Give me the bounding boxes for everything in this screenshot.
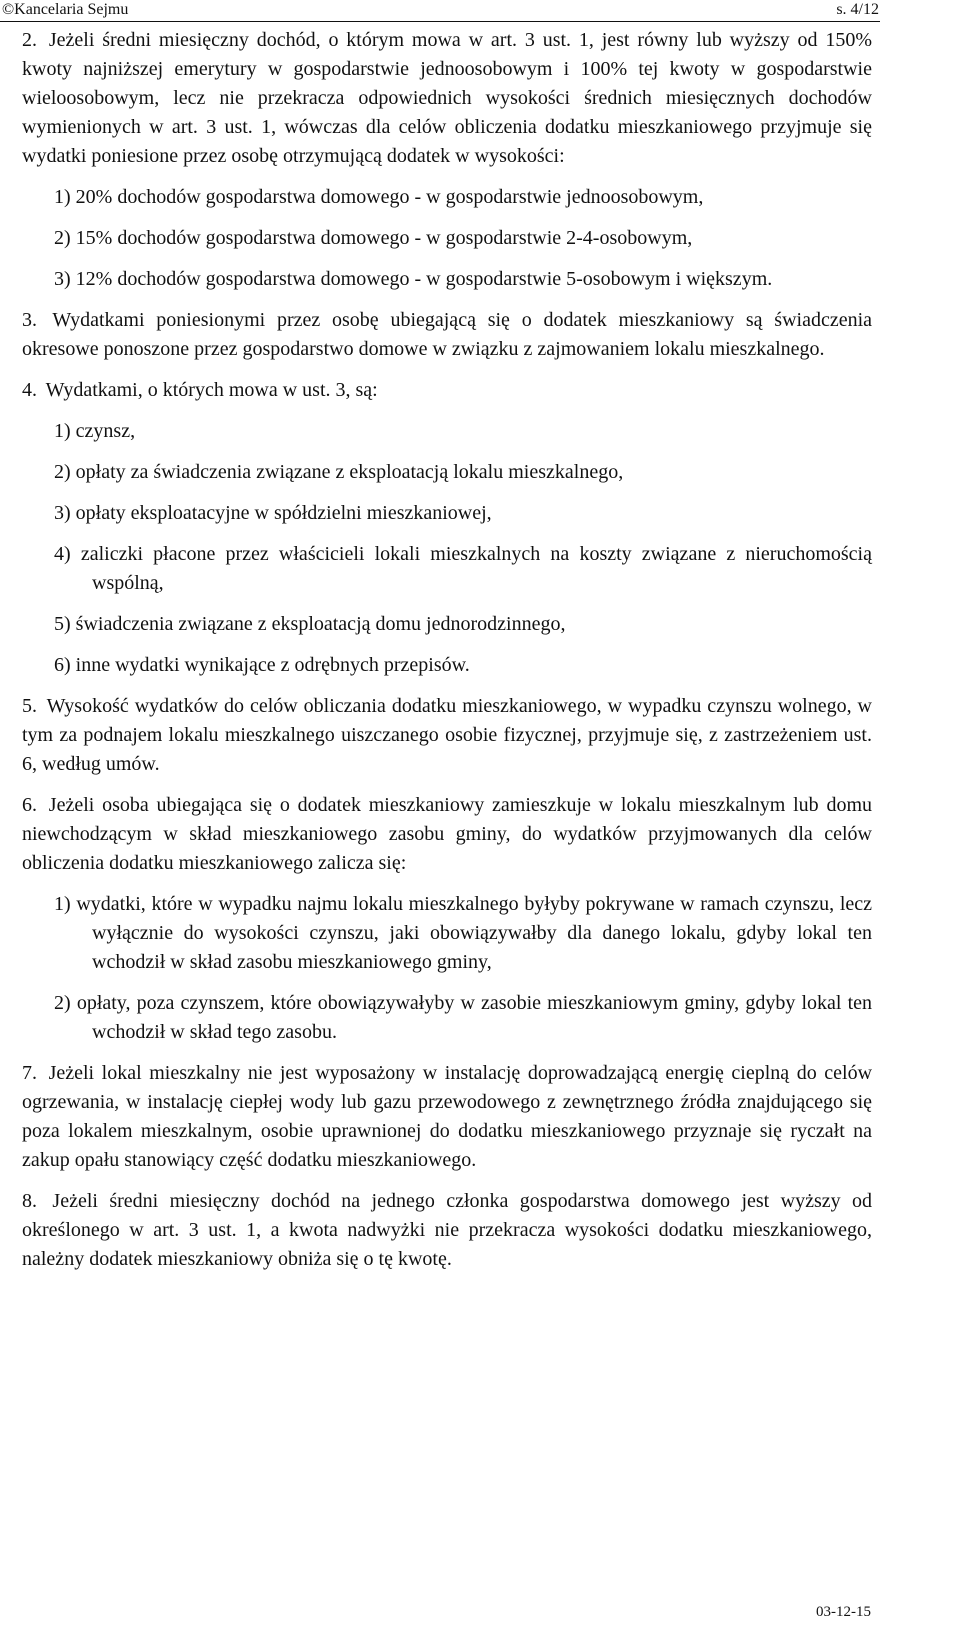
list-item-text: 12% dochodów gospodarstwa domowego - w gospodarstwie 5-osobowym i większym. [75, 268, 773, 290]
list-item [22, 651, 872, 680]
header-divider [0, 21, 880, 22]
list-item [22, 499, 872, 528]
list-item-text: świadczenia związane z eksploatacją domu jednorodzinnego, [75, 613, 566, 635]
header-copyright: ©Kancelaria Sejmu [2, 1, 129, 18]
footer-date: 03-12-15 [816, 1604, 871, 1620]
list-item [22, 183, 872, 212]
paragraph-6 [22, 791, 872, 878]
page-number: s. 4/12 [836, 1, 879, 18]
paragraph-text: Wydatkami, o których mowa w ust. 3, są: [45, 379, 378, 401]
list-item-text: inne wydatki wynikające z odrębnych przepisów. [75, 654, 470, 676]
list-item [22, 890, 872, 977]
paragraph-7 [22, 1059, 872, 1175]
paragraph-text: Jeżeli średni miesięczny dochód na jednego członka gospodarstwa domowego jest wyższy od określonego w art. 3 ust. 1, a kwota nadwyżki nie przekracza wysokości dodatku mieszkaniowego, należny dodatek mieszkaniowy obniża się o tę kwotę. [22, 1190, 873, 1270]
paragraph-text: Wydatkami poniesionymi przez osobę ubiegającą się o dodatek mieszkaniowy są świadczenia okresowe ponoszone przez gospodarstwo domowe w związku z zajmowaniem lokalu mieszkalnego. [22, 309, 873, 360]
list-item-number: 2) [54, 992, 71, 1014]
list-item [22, 265, 872, 294]
list-item-number: 2) [54, 461, 71, 483]
list-item-number: 1) [54, 420, 71, 442]
list-item [22, 989, 872, 1047]
list-item [22, 458, 872, 487]
list-item-text: wydatki, które w wypadku najmu lokalu mieszkalnego byłyby pokrywane w ramach czynszu, lecz wyłącznie do wysokości czynszu, jaki obowiązywałby dla danego lokalu, gdyby lokal ten wchodził w skład zasobu mieszkaniowego gminy, [76, 893, 873, 973]
paragraph-number: 2. [22, 29, 37, 51]
paragraph-text: Jeżeli osoba ubiegająca się o dodatek mieszkaniowy zamieszkuje w lokalu mieszkalnym lub domu niewchodzącym w skład mieszkaniowego zasobu gminy, do wydatków przyjmowanych dla celów obliczenia dodatku mieszkaniowego zalicza się: [22, 794, 873, 874]
paragraph-4 [22, 376, 872, 405]
paragraph-text: Wysokość wydatków do celów obliczania dodatku mieszkaniowego, w wypadku czynszu wolnego, w tym za podnajem lokalu mieszkalnego uiszczanego osobie fizycznej, przyjmuje się, z zastrzeżeniem ust. 6, według umów. [22, 695, 872, 775]
paragraph-8 [22, 1187, 872, 1274]
list-item-text: 20% dochodów gospodarstwa domowego - w gospodarstwie jednoosobowym, [75, 186, 704, 208]
list-item-number: 3) [54, 502, 71, 524]
list-item-number: 6) [54, 654, 71, 676]
list-item-number: 3) [54, 268, 71, 290]
paragraph-5 [22, 692, 872, 779]
paragraph-number: 7. [22, 1062, 37, 1084]
list-item-text: opłaty, poza czynszem, które obowiązywałyby w zasobie mieszkaniowym gminy, gdyby lokal ten wchodził w skład tego zasobu. [76, 992, 872, 1043]
list-item [22, 540, 872, 598]
list-item-number: 1) [54, 893, 71, 915]
list-item-number: 1) [54, 186, 71, 208]
list-item-text: zaliczki płacone przez właścicieli lokali mieszkalnych na koszty związane z nieruchomością wspólną, [80, 543, 872, 594]
list-item-text: czynsz, [75, 420, 136, 442]
list-item-number: 4) [54, 543, 71, 565]
paragraph-number: 5. [22, 695, 37, 717]
list-item [22, 224, 872, 253]
list-item-number: 5) [54, 613, 71, 635]
paragraph-number: 3. [22, 309, 37, 331]
paragraph-number: 8. [22, 1190, 37, 1212]
enumeration-list [22, 417, 872, 680]
enumeration-list [22, 890, 872, 1047]
list-item-text: 15% dochodów gospodarstwa domowego - w gospodarstwie 2-4-osobowym, [75, 227, 693, 249]
paragraph-2 [22, 26, 872, 171]
paragraph-3 [22, 306, 872, 364]
list-item-text: opłaty za świadczenia związane z eksploatacją lokalu mieszkalnego, [75, 461, 624, 483]
paragraph-number: 4. [22, 379, 37, 401]
enumeration-list [22, 183, 872, 294]
list-item [22, 417, 872, 446]
paragraph-number: 6. [22, 794, 37, 816]
list-item-text: opłaty eksploatacyjne w spółdzielni mieszkaniowej, [75, 502, 492, 524]
paragraph-text: Jeżeli lokal mieszkalny nie jest wyposażony w instalację doprowadzającą energię cieplną do celów ogrzewania, w instalację ciepłej wody lub gazu przewodowego z zewnętrznego źródła znajdującego się poza lokalem mieszkalnym, osobie uprawnionej do dodatku mieszkaniowego przyznaje się ryczałt na zakup opału stanowiący część dodatku mieszkaniowego. [22, 1062, 873, 1171]
list-item-number: 2) [54, 227, 71, 249]
paragraph-text: Jeżeli średni miesięczny dochód, o którym mowa w art. 3 ust. 1, jest równy lub wyższy od 150% kwoty najniższej emerytury w gospodarstwie jednoosobowym i 100% tej kwoty w gospodarstwie wieloosobowym, lecz nie przekracza odpowiednich wysokości średnich miesięcznych dochodów wymienionych w art. 3 ust. 1, wówczas dla celów obliczenia dodatku mieszkaniowego przyjmuje się wydatki poniesione przez osobę otrzymującą dodatek w wysokości: [22, 29, 873, 167]
list-item [22, 610, 872, 639]
document-body [22, 26, 872, 1286]
